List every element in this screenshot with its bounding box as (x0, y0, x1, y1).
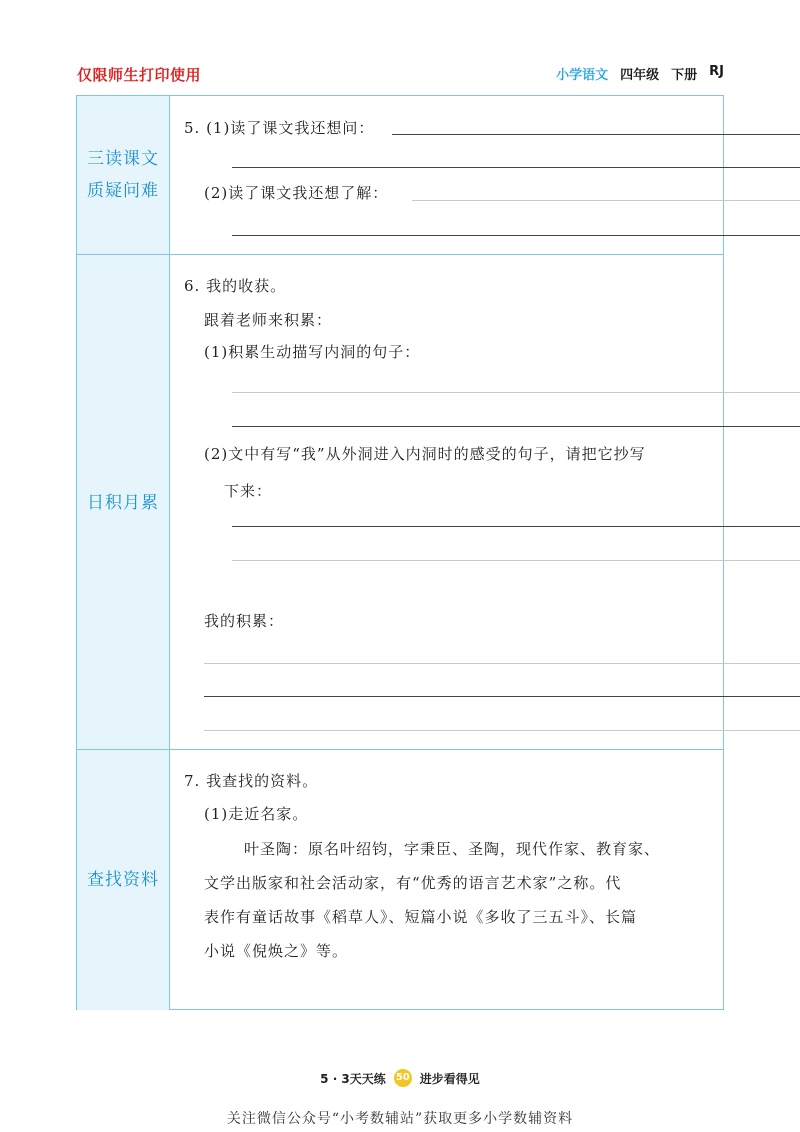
answer-line[interactable] (232, 426, 800, 427)
section-title-accumulation (77, 255, 170, 750)
answer-line[interactable] (412, 200, 800, 201)
paragraph-line: 文学出版家和社会活动家，有“优秀的语言艺术家”之称。代 (204, 874, 622, 892)
paragraph-line: 表作有童话故事《稻草人》、短篇小说《多收了三五斗》、长篇 (204, 908, 638, 926)
section-title-research (77, 750, 170, 1010)
answer-line[interactable] (392, 134, 800, 135)
paragraph-line: 叶圣陶：原名叶绍钧，字秉臣、圣陶，现代作家、教育家、 (244, 840, 661, 858)
edition-label: RJ (709, 64, 724, 79)
worksheet (76, 95, 724, 1010)
print-notice: 仅限师生打印使用 (77, 66, 202, 84)
side-line-1: 三读课文 (87, 149, 159, 169)
question-7: 7. 我查找的资料。 (184, 772, 319, 790)
section-content (170, 750, 723, 1010)
paragraph-line: 小说《倪焕之》等。 (204, 942, 349, 960)
question-5-2: (2)读了课文我还想了解： (204, 184, 389, 202)
section-questions (77, 96, 723, 254)
section-content (170, 255, 723, 750)
side-line-1: 查找资料 (87, 870, 159, 890)
page-footer (0, 1069, 800, 1087)
answer-line[interactable] (232, 560, 800, 561)
footer-slogan: 进步看得见 (419, 1071, 480, 1086)
answer-line[interactable] (232, 526, 800, 527)
answer-line[interactable] (204, 696, 800, 697)
side-line-2: 质疑问难 (87, 181, 159, 201)
question-6-intro: 跟着老师来积累： (204, 311, 333, 329)
watermark: 关注微信公众号“小考数辅站”获取更多小学数辅资料 (226, 1111, 574, 1127)
section-accumulation (77, 254, 723, 750)
book-info (556, 64, 724, 83)
footer-brand: 5 · 3天天练 (320, 1071, 386, 1086)
section-content (170, 96, 723, 254)
answer-line[interactable] (232, 392, 800, 393)
question-6: 6. 我的收获。 (184, 277, 287, 295)
question-6-1: (1)积累生动描写内洞的句子： (204, 343, 421, 361)
answer-line[interactable] (204, 730, 800, 731)
answer-line[interactable] (204, 663, 800, 664)
question-6-2: (2)文中有写“我”从外洞进入内洞时的感受的句子，请把它抄写 (204, 445, 646, 463)
answer-line[interactable] (232, 235, 800, 236)
question-7-1: (1)走近名家。 (204, 805, 309, 823)
side-line-1: 日积月累 (87, 492, 159, 513)
section-research (77, 749, 723, 1010)
volume-label: 下册 (671, 68, 698, 83)
question-5-1: 5. (1)读了课文我还想问： (184, 119, 375, 137)
section-title-questions (77, 96, 170, 254)
question-6-2-cont: 下来： (224, 482, 273, 500)
subject-label: 小学语文 (556, 68, 609, 83)
my-accumulation-label: 我的积累： (204, 612, 285, 630)
answer-line[interactable] (232, 167, 800, 168)
page-number: 50 (394, 1069, 412, 1087)
grade-label: 四年级 (620, 68, 660, 83)
